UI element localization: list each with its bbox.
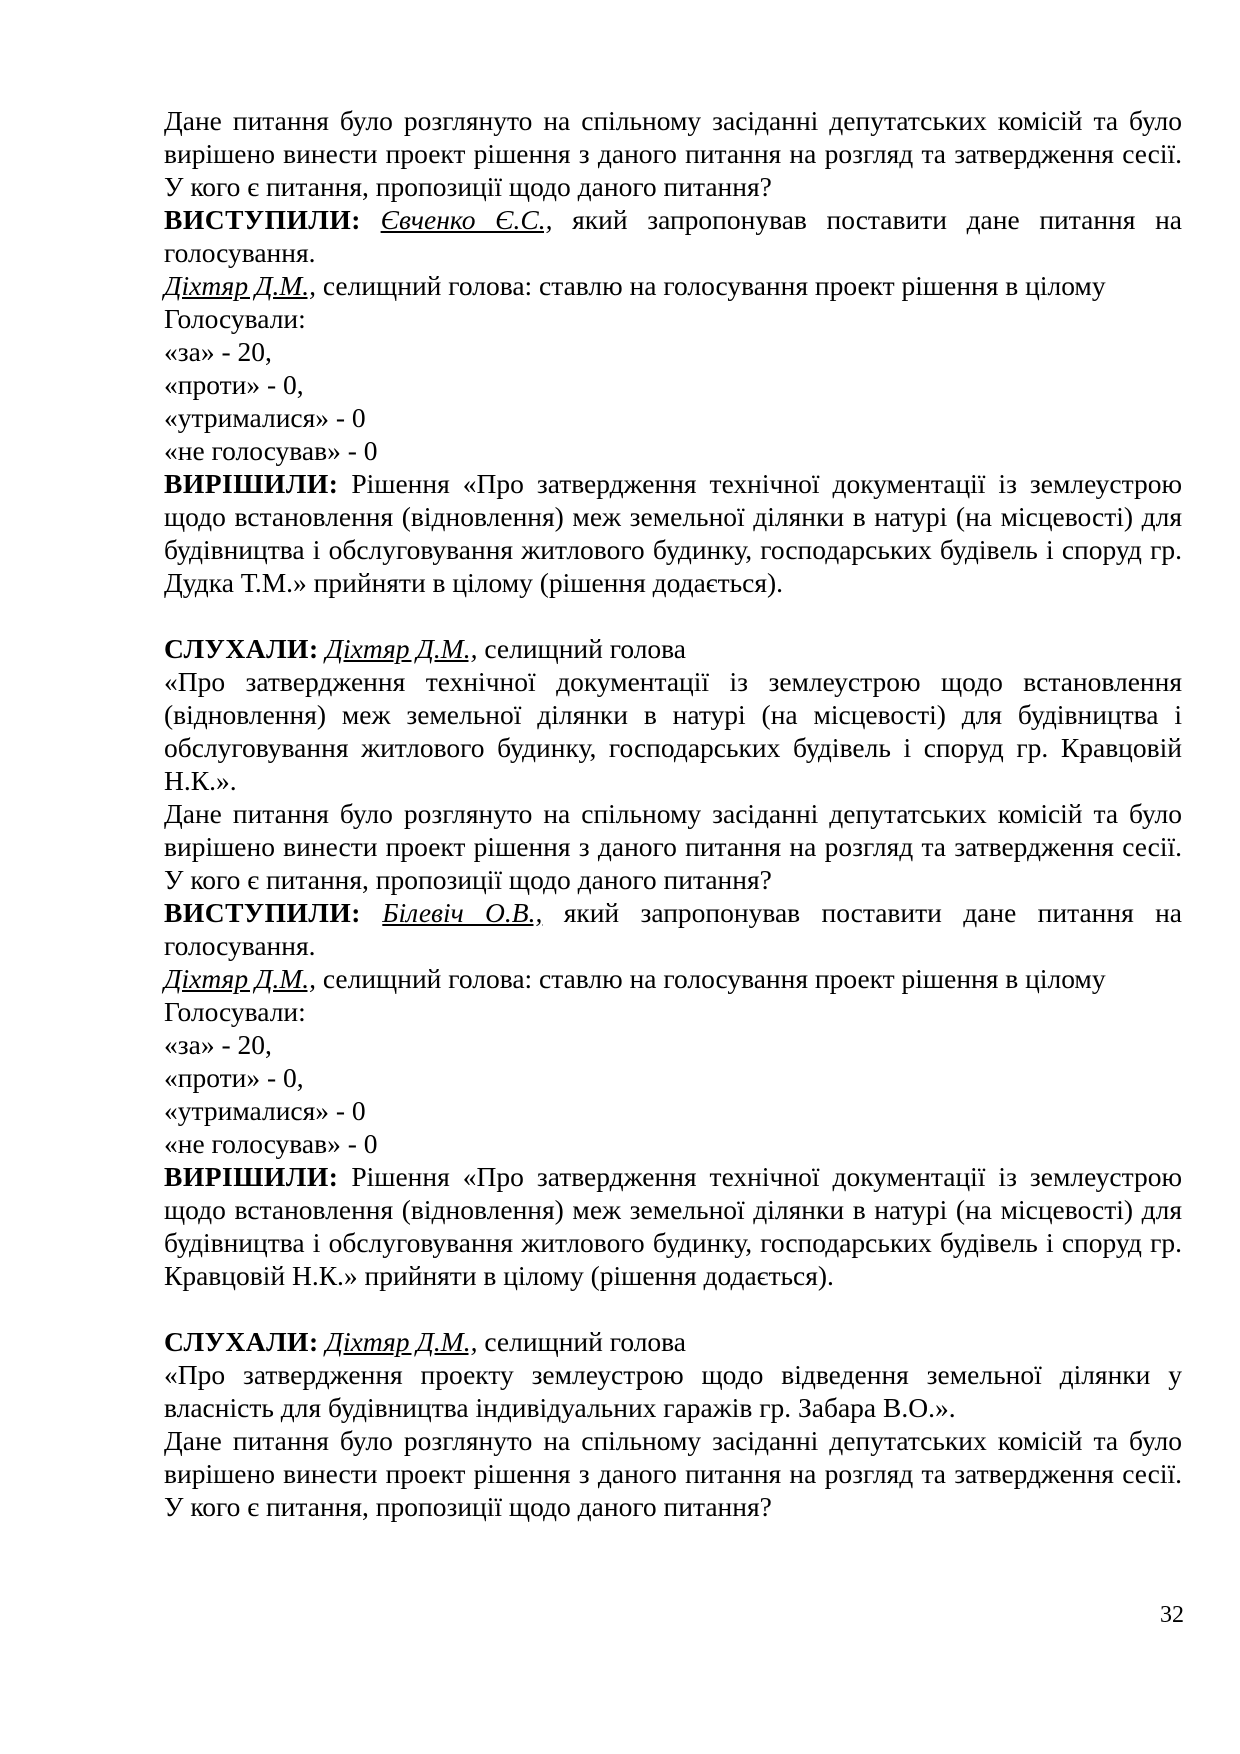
chair-vote-line <box>164 962 1182 995</box>
chair-vote-text: селищний голова: ставлю на голосування проект рішення в цілому <box>315 270 1106 301</box>
document-page <box>164 104 1182 1523</box>
heard-line <box>164 1325 1182 1358</box>
discussion-paragraph: Дане питання було розглянуто на спільному засіданні депутатських комісій та було вирішено винести проект рішення з даного питання на розгляд та затвердження сесії. У кого є питання, пропозиції щодо даного питання? <box>164 1425 1182 1522</box>
heard-line <box>164 632 1182 665</box>
decision-paragraph <box>164 467 1182 599</box>
page-number: 32 <box>1160 1602 1184 1628</box>
chair-name: Діхтяр Д.М., <box>164 270 316 301</box>
vote-abstained: «утрималися» - 0 <box>164 1095 366 1126</box>
discussion-paragraph: Дане питання було розглянуто на спільному засіданні депутатських комісій та було вирішено винести проект рішення з даного питання на розгляд та затвердження сесії. У кого є питання, пропозиції щодо даного питання? <box>164 798 1182 895</box>
agenda-title: «Про затвердження технічної документації із землеустрою щодо встановлення (відновлення) меж земельної ділянки в натурі (на місцевості) для будівництва і обслуговування житлового будинку, господарських будівель і споруд гр. Кравцовій Н.К.». <box>164 666 1182 796</box>
vote-abstained: «утрималися» - 0 <box>164 402 366 433</box>
decision-paragraph <box>164 1160 1182 1292</box>
keyword-slukhaly: СЛУХАЛИ: <box>164 633 319 664</box>
vote-header: Голосували: <box>164 996 306 1027</box>
keyword-slukhaly: СЛУХАЛИ: <box>164 1326 319 1357</box>
speaker-paragraph <box>164 896 1182 962</box>
discussion-paragraph: Дане питання було розглянуто на спільному засіданні депутатських комісій та було вирішено винести проект рішення з даного питання на розгляд та затвердження сесії. У кого є питання, пропозиції щодо даного питання? <box>164 105 1182 202</box>
keyword-vyrishyly: ВИРІШИЛИ: <box>164 468 339 499</box>
chair-role: селищний голова <box>477 1326 687 1357</box>
chair-name: Діхтяр Д.М., <box>325 633 478 664</box>
chair-vote-line <box>164 269 1182 302</box>
chair-vote-text: селищний голова: ставлю на голосування проект рішення в цілому <box>315 963 1106 994</box>
vote-not-voted: «не голосував» - 0 <box>164 435 378 466</box>
agenda-title: «Про затвердження проекту землеустрою щодо відведення земельної ділянки у власність для будівництва індивідуальних гаражів гр. Забара В.О.». <box>164 1359 1182 1423</box>
speaker-name: Євченко Є.С., <box>380 204 553 235</box>
chair-name: Діхтяр Д.М., <box>325 1326 478 1357</box>
speaker-paragraph <box>164 203 1182 269</box>
vote-for: «за» - 20, <box>164 336 272 367</box>
keyword-vyrishyly: ВИРІШИЛИ: <box>164 1161 339 1192</box>
speaker-text: який запропонував поставити дане питання на голосування. <box>164 897 1182 961</box>
vote-against: «проти» - 0, <box>164 369 304 400</box>
keyword-vystupyly: ВИСТУПИЛИ: <box>164 897 361 928</box>
vote-against: «проти» - 0, <box>164 1062 304 1093</box>
chair-name: Діхтяр Д.М., <box>164 963 316 994</box>
keyword-vystupyly: ВИСТУПИЛИ: <box>164 204 361 235</box>
vote-not-voted: «не голосував» - 0 <box>164 1128 378 1159</box>
chair-role: селищний голова <box>477 633 687 664</box>
speaker-text: який запропонував поставити дане питання на голосування. <box>164 204 1182 268</box>
vote-header: Голосували: <box>164 303 306 334</box>
speaker-name: Білевіч О.В., <box>382 897 543 928</box>
vote-for: «за» - 20, <box>164 1029 272 1060</box>
decision-text: Рішення «Про затвердження технічної документації із землеустрою щодо встановлення (відновлення) меж земельної ділянки в натурі (на місцевості) для будівництва і обслуговування житлового будинку, господарських будівель і споруд гр. Дудка Т.М.» прийняти в цілому (рішення додається). <box>164 468 1182 598</box>
decision-text: Рішення «Про затвердження технічної документації із землеустрою щодо встановлення (відновлення) меж земельної ділянки в натурі (на місцевості) для будівництва і обслуговування житлового будинку, господарських будівель і споруд гр. Кравцовій Н.К.» прийняти в цілому (рішення додається). <box>164 1161 1182 1291</box>
